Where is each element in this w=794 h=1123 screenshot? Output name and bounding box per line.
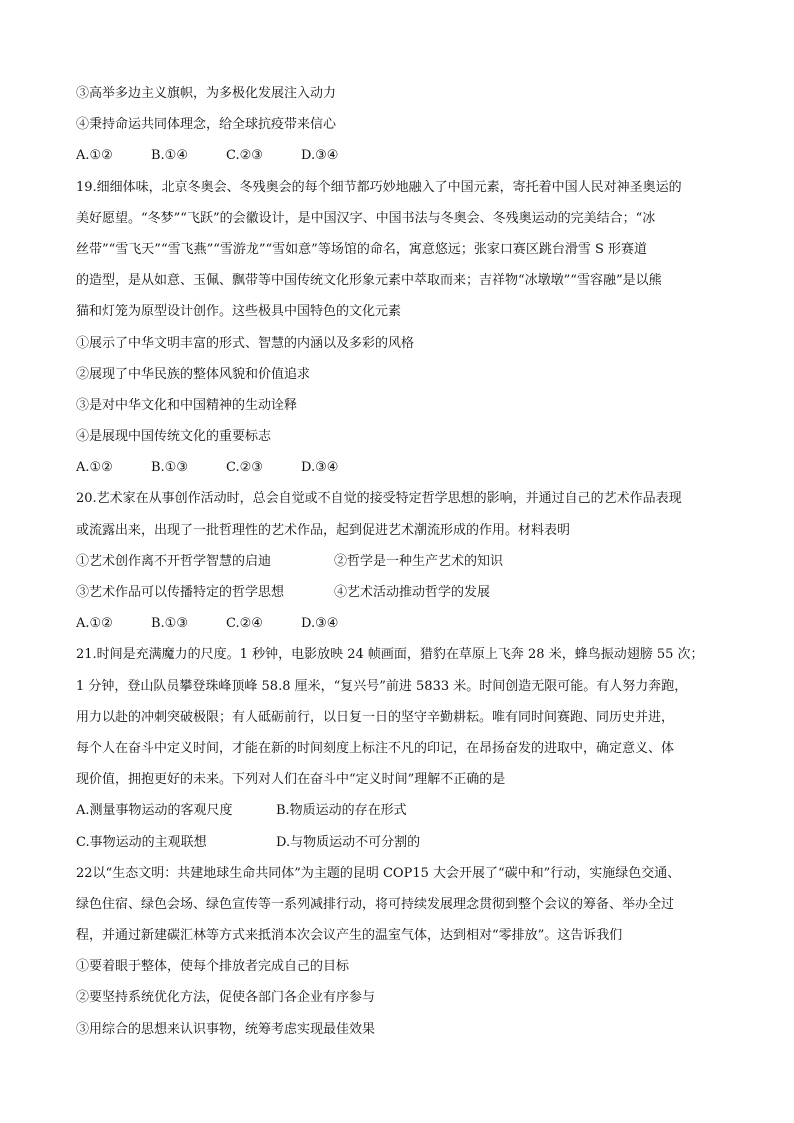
- q21-option-a: A.测量事物运动的客观尺度: [76, 803, 233, 819]
- q20-option-b: B.①③: [151, 616, 188, 632]
- q19-option-b: B.①③: [151, 460, 188, 476]
- q18-option-d: D.③④: [301, 148, 339, 164]
- q21-option-b: B.物质运动的存在形式: [276, 803, 407, 819]
- q20-item-1: ①艺术创作离不开哲学智慧的启迪: [76, 553, 272, 569]
- q21-stem-line: 用力以赴的冲刺突破极限；有人砥砺前行，以日复一日的坚守辛勤耕耘。唯有同时间赛跑、同历史并进，: [76, 709, 675, 725]
- q20-items-row-1: [76, 546, 722, 577]
- q22-item-2: ②要坚持系统优化方法，促使各部门各企业有序参与: [76, 990, 376, 1006]
- q22-stem-line: 绿色住宿、绿色会场、绿色宣传等一系列减排行动，将可持续发展理念贯彻到整个会议的筹备、举办全过: [76, 896, 675, 912]
- q20-option-d: D.③④: [301, 616, 339, 632]
- q18-option-b: B.①④: [151, 148, 188, 164]
- q19-item-2: ②展现了中华民族的整体风貌和价值追求: [76, 366, 311, 382]
- q18-option-c: C.②③: [226, 148, 263, 164]
- q20-option-a: A.①②: [76, 616, 113, 632]
- q19-option-a: A.①②: [76, 460, 113, 476]
- q22-stem-line: 22以“生态文明：共建地球生命共同体”为主题的昆明 COP15 大会开展了“碳中和”行动，实施绿色交通、: [76, 865, 681, 881]
- q18-item-3: ③高举多边主义旗帜，为多极化发展注入动力: [76, 86, 337, 101]
- q20-item-4: ④艺术活动推动哲学的发展: [334, 585, 491, 600]
- q19-option-c: C.②③: [226, 460, 263, 476]
- q18-options: [76, 140, 722, 171]
- q21-options-row-1: [76, 795, 722, 826]
- q21-stem-line: 21.时间是充满魔力的尺度。1 秒钟，电影放映 24 帧画面，猎豹在草原上飞奔 28 米，蜂鸟振动翅膀 55 次；: [76, 647, 704, 663]
- q18-item-4: ④秉持命运共同体理念，给全球抗疫带来信心: [76, 117, 337, 133]
- q20-item-2: ②哲学是一种生产艺术的知识: [334, 553, 504, 569]
- q20-stem-line: 20.艺术家在从事创作活动时，总会自觉或不自觉的接受特定哲学思想的影响，并通过自己的艺术作品表现: [76, 491, 682, 507]
- q21-option-d: D.与物质运动不可分割的: [276, 834, 421, 850]
- q19-option-d: D.③④: [301, 460, 339, 476]
- q20-option-c: C.②④: [226, 616, 263, 632]
- q18-option-a: A.①②: [76, 148, 113, 164]
- q19-item-4: ④是展现中国传统文化的重要标志: [76, 429, 272, 445]
- q19-stem-line: 19.细细体味，北京冬奥会、冬残奥会的每个细节都巧妙地融入了中国元素，寄托着中国人民对神圣奥运的: [76, 179, 682, 195]
- q19-stem-line: 的造型，是从如意、玉佩、飘带等中国传统文化形象元素中萃取而来；吉祥物“冰墩墩”“雪容融”是以熊: [76, 273, 662, 289]
- exam-page: [76, 78, 722, 1045]
- q19-stem-line: 猫和灯笼为原型设计创作。这些极具中国特色的文化元素: [76, 304, 402, 320]
- q22-item-3: ③用综合的思想来认识事物，统筹考虑实现最佳效果: [76, 1021, 376, 1037]
- q20-item-3: ③艺术作品可以传播特定的哲学思想: [76, 585, 285, 600]
- q22-item-1: ①要着眼于整体，使每个排放者完成自己的目标: [76, 959, 350, 975]
- q19-options: [76, 452, 722, 483]
- q21-stem-line: 现价值，拥抱更好的未来。下列对人们在奋斗中“定义时间”理解不正确的是: [76, 772, 506, 788]
- q20-items-row-2: [76, 577, 722, 608]
- q21-stem-line: 每个人在奋斗中定义时间，才能在新的时间刻度上标注不凡的印记，在昂扬奋发的进取中，确定意义、体: [76, 740, 675, 756]
- q20-stem-line: 或流露出来，出现了一批哲理性的艺术作品，起到促进艺术潮流形成的作用。材料表明: [76, 522, 571, 538]
- q19-item-3: ③是对中华文化和中国精神的生动诠释: [76, 397, 298, 413]
- q19-stem-line: 美好愿望。“冬梦”“飞跃”的会徽设计，是中国汉字、中国书法与冬奥会、冬残奥运动的完美结合；“冰: [76, 210, 656, 226]
- q19-stem-line: 丝带”“雪飞天”“雪飞燕”“雪游龙”“雪如意”等场馆的命名，寓意悠远；张家口赛区跳台滑雪 S 形赛道: [76, 241, 647, 257]
- q21-options-row-2: [76, 827, 722, 858]
- q21-stem-line: 1 分钟，登山队员攀登珠峰顶峰 58.8 厘米，“复兴号”前进 5833 米。时间创造无限可能。有人努力奔跑，: [76, 678, 688, 694]
- q20-options: [76, 608, 722, 639]
- q21-option-c: C.事物运动的主观联想: [76, 834, 207, 850]
- q22-stem-line: 程，并通过新建碳汇林等方式来抵消本次会议产生的温室气体，达到相对“零排放”。这告诉我们: [76, 928, 623, 944]
- q19-item-1: ①展示了中华文明丰富的形式、智慧的内涵以及多彩的风格: [76, 335, 415, 351]
